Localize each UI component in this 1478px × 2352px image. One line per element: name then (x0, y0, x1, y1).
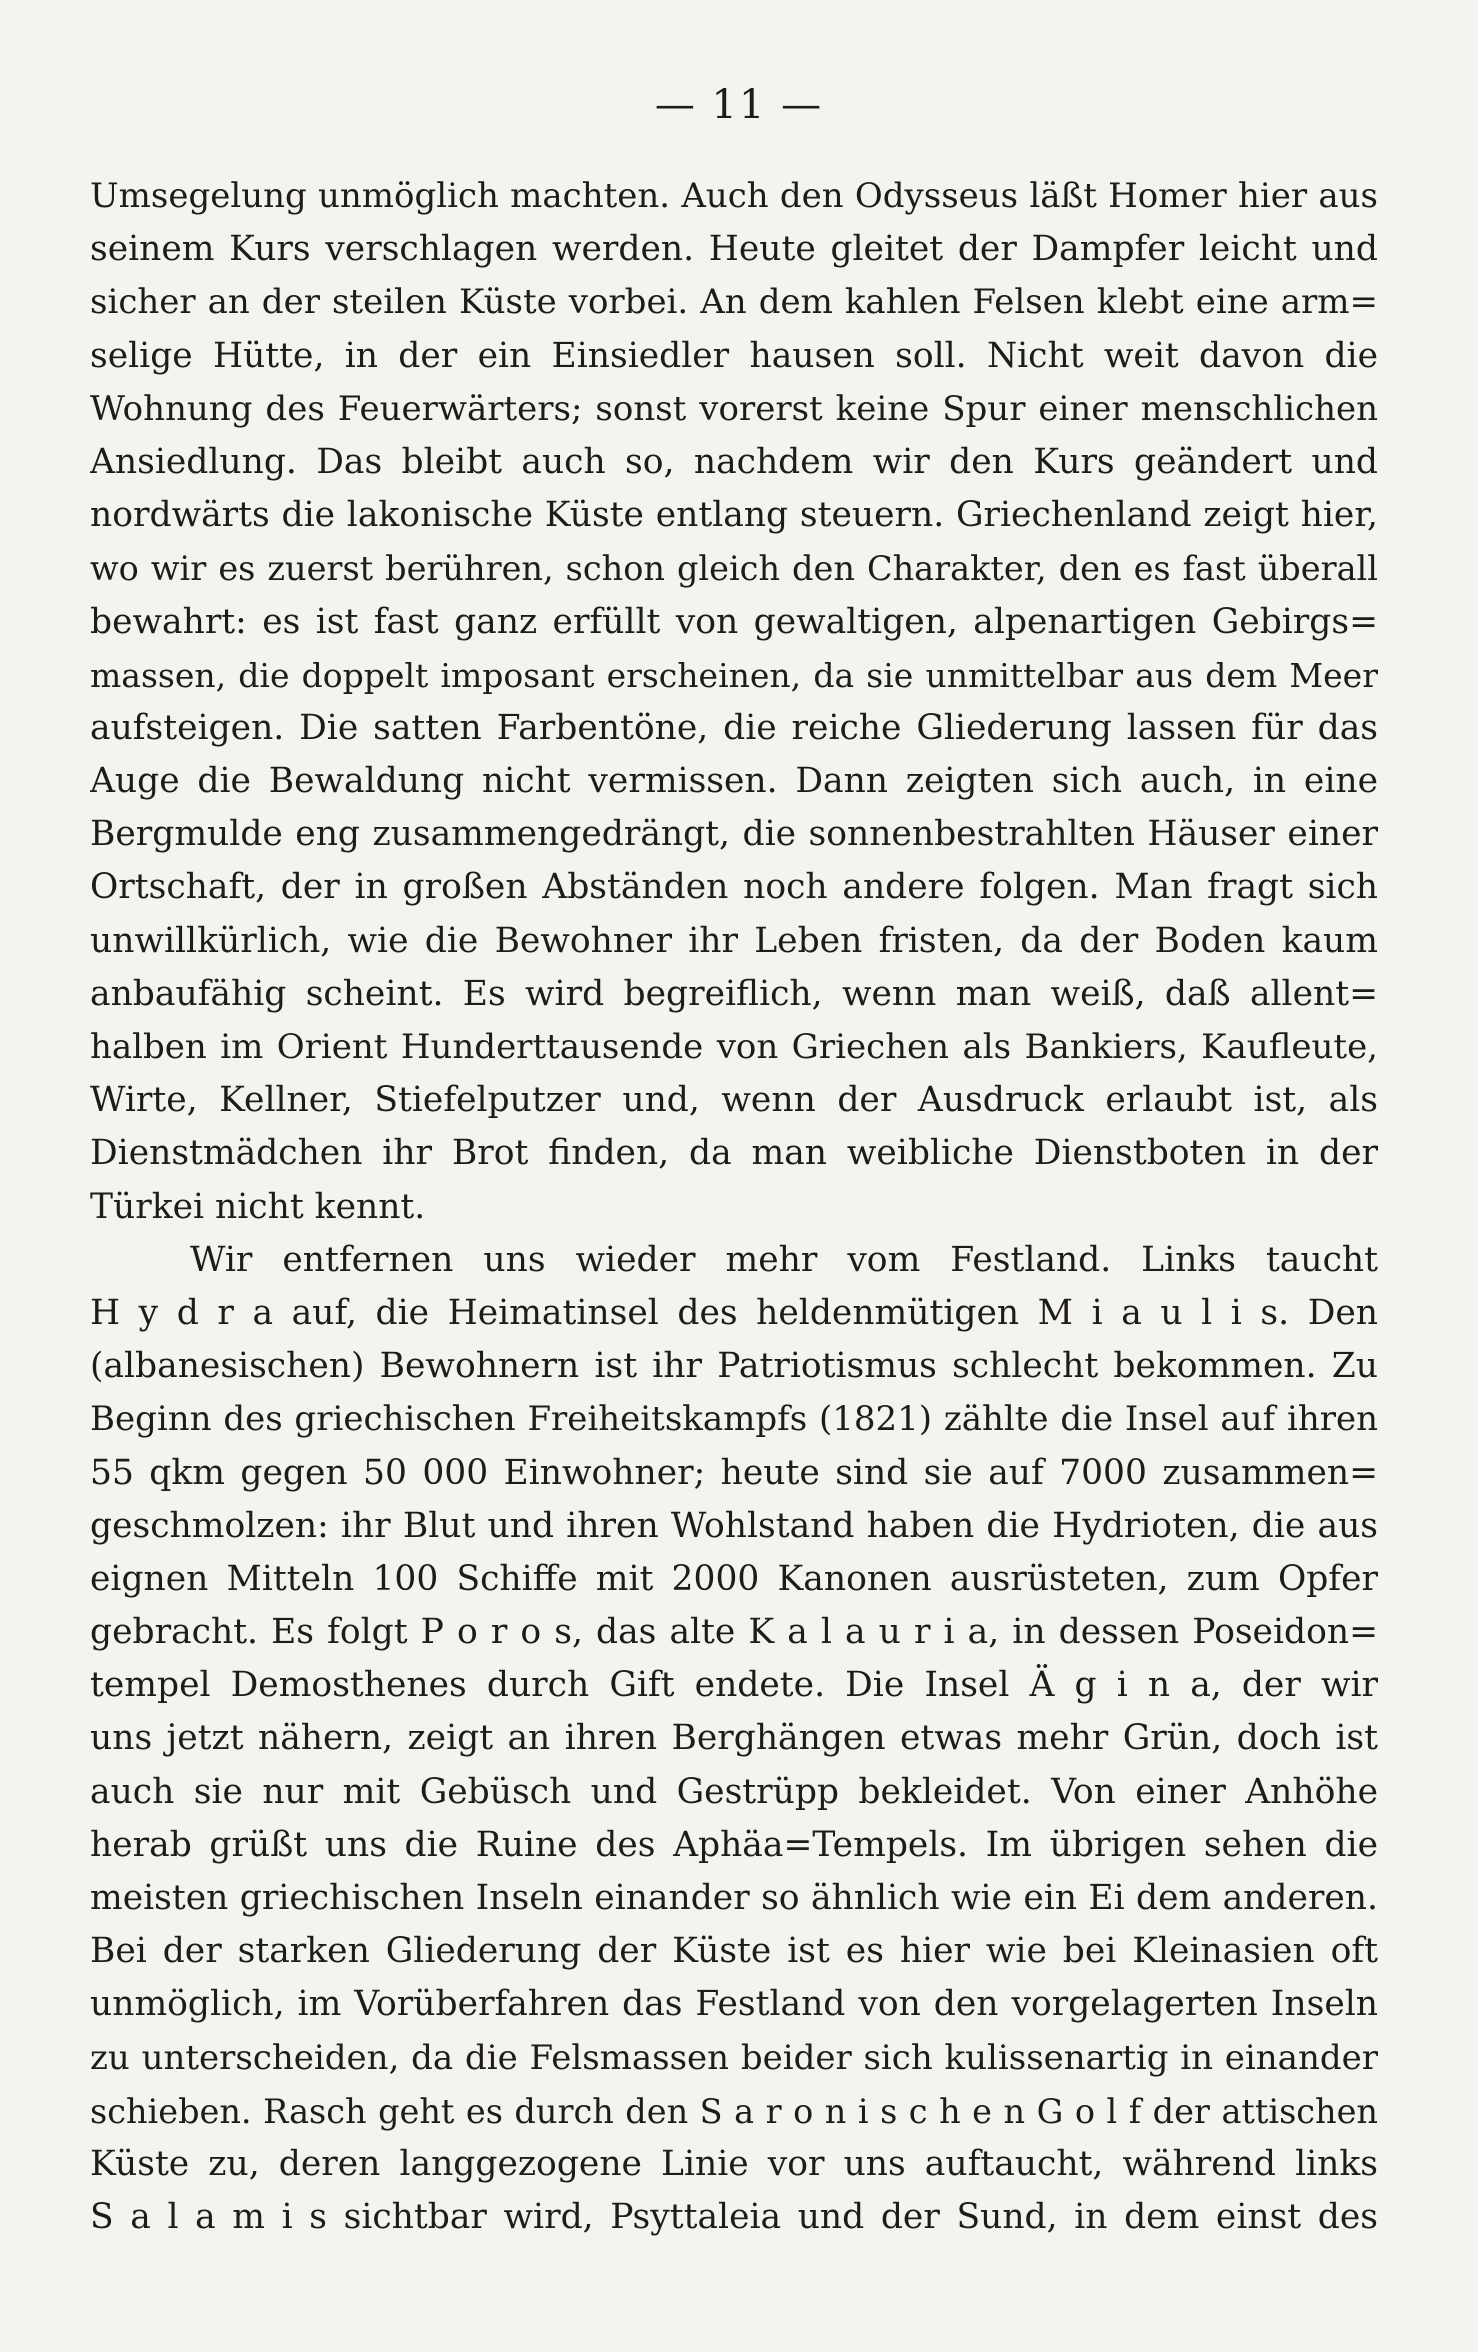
paragraph-end-line: Türkei nicht kennt. (90, 1186, 426, 1227)
text-line: Umsegelung unmöglich machten. Auch den Odysseus läßt Homer hier aus (90, 176, 1378, 216)
text-line: zu unterscheiden, da die Felsmassen beider sich kulissenartig in einander (90, 2037, 1378, 2078)
text-line: halben im Orient Hunderttausende von Griechen als Bankiers, Kaufleute, (90, 1027, 1378, 1067)
text-line: Ortschaft, der in großen Abständen noch andere folgen. Man fragt sich (90, 867, 1378, 908)
text-line: nordwärts die lakonische Küste entlang steuern. Griechenland zeigt hier, (90, 495, 1378, 536)
text-line: (albanesischen) Bewohnern ist ihr Patriotismus schlecht bekommen. Zu (90, 1346, 1378, 1387)
text-line: Ansiedlung. Das bleibt auch so, nachdem wir den Kurs geändert und (90, 441, 1378, 482)
text-line: Dienstmädchen ihr Brot finden, da man weibliche Dienstboten in der (90, 1133, 1378, 1174)
text-line: anbaufähig scheint. Es wird begreiflich, wenn man weiß, daß allent= (90, 973, 1378, 1014)
text-line: Auge die Bewaldung nicht vermissen. Dann zeigten sich auch, in eine (90, 761, 1378, 802)
text-line: gebracht. Es folgt P o r o s, das alte K a l a u r i a, in dessen Poseidon= (90, 1612, 1378, 1653)
text-line: bewahrt: es ist fast ganz erfüllt von gewaltigen, alpenartigen Gebirgs= (90, 601, 1378, 642)
text-line: Bergmulde eng zusammengedrängt, die sonnenbestrahlten Häuser einer (90, 814, 1378, 855)
text-line: S a l a m i s sichtbar wird, Psyttaleia und der Sund, in dem einst des (90, 2197, 1378, 2238)
text-line: eignen Mitteln 100 Schiffe mit 2000 Kanonen ausrüsteten, zum Opfer (90, 1558, 1378, 1599)
body-text (90, 170, 1378, 2244)
text-line: auch sie nur mit Gebüsch und Gestrüpp bekleidet. Von einer Anhöhe (90, 1771, 1378, 1812)
text-line: aufsteigen. Die satten Farbentöne, die reiche Gliederung lassen für das (90, 707, 1378, 748)
text-line: schieben. Rasch geht es durch den S a r o n i s c h e n G o l f der attischen (90, 2091, 1378, 2131)
paragraph-start-line: Wir entfernen uns wieder mehr vom Festland. Links taucht (190, 1239, 1378, 1280)
text-line: 55 qkm gegen 50 000 Einwohner; heute sind sie auf 7000 zusammen= (90, 1452, 1378, 1493)
text-line: selige Hütte, in der ein Einsiedler hausen soll. Nicht weit davon die (90, 335, 1378, 376)
text-line: wo wir es zuerst berühren, schon gleich den Charakter, den es fast überall (90, 549, 1378, 589)
text-line: tempel Demosthenes durch Gift endete. Die Insel Ä g i n a, der wir (90, 1665, 1378, 1706)
text-line: Wirte, Kellner, Stiefelputzer und, wenn der Ausdruck erlaubt ist, als (90, 1080, 1378, 1121)
text-line: meisten griechischen Inseln einander so ähnlich wie ein Ei dem anderen. (90, 1878, 1378, 1918)
text-line: Küste zu, deren langgezogene Linie vor uns auftaucht, während links (90, 2143, 1378, 2184)
page-number: — 11 — (654, 82, 824, 128)
text-line: unmöglich, im Vorüberfahren das Festland von den vorgelagerten Inseln (90, 1984, 1378, 2025)
text-line: uns jetzt nähern, zeigt an ihren Berghängen etwas mehr Grün, doch ist (90, 1718, 1378, 1759)
text-line: geschmolzen: ihr Blut und ihren Wohlstand haben die Hydrioten, die aus (90, 1505, 1378, 1546)
text-line: Beginn des griechischen Freiheitskampfs (1821) zählte die Insel auf ihren (90, 1399, 1378, 1440)
text-line: seinem Kurs verschlagen werden. Heute gleitet der Dampfer leicht und (90, 229, 1378, 270)
text-line: H y d r a auf, die Heimatinsel des heldenmütigen M i a u l i s. Den (90, 1292, 1378, 1333)
text-line: Bei der starken Gliederung der Küste ist es hier wie bei Kleinasien oft (90, 1931, 1378, 1972)
text-line: herab grüßt uns die Ruine des Aphäa=Tempels. Im übrigen sehen die (90, 1824, 1378, 1865)
text-line: unwillkürlich, wie die Bewohner ihr Leben fristen, da der Boden kaum (90, 920, 1378, 961)
text-line: Wohnung des Feuerwärters; sonst vorerst keine Spur einer menschlichen (90, 388, 1378, 429)
text-line: sicher an der steilen Küste vorbei. An dem kahlen Felsen klebt eine arm= (90, 282, 1378, 323)
text-line: massen, die doppelt imposant erscheinen, da sie unmittelbar aus dem Meer (90, 655, 1378, 695)
